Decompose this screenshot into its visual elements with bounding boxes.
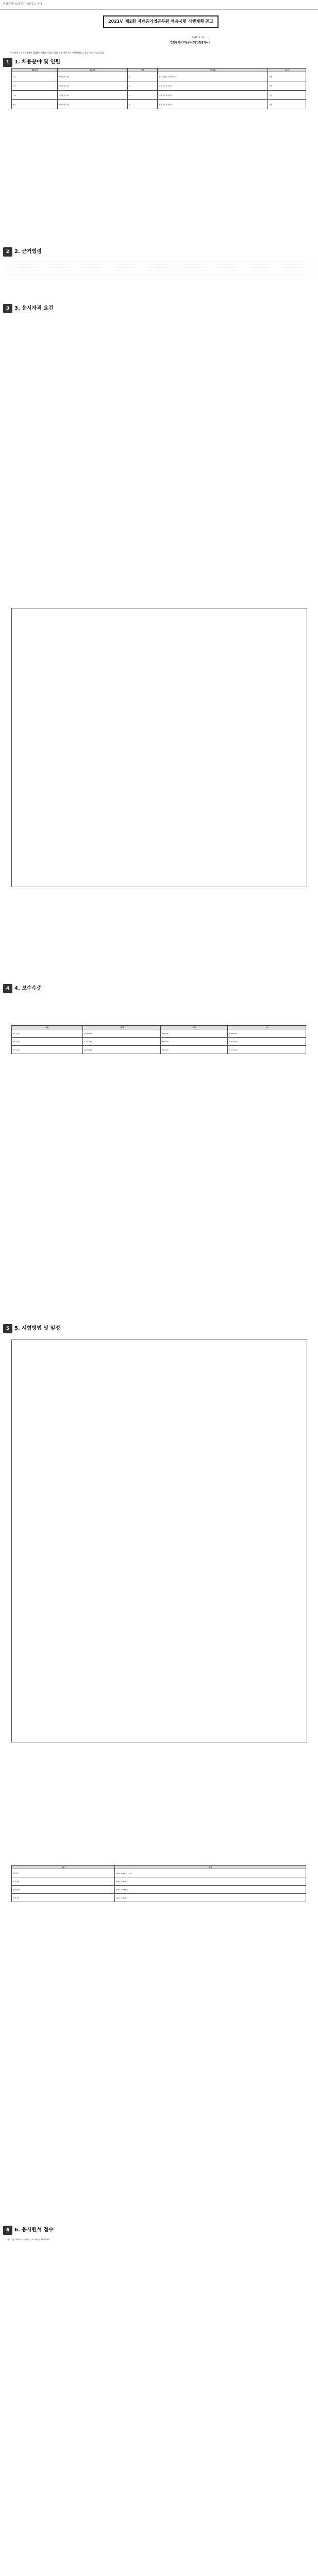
schedule-table [11,1865,306,1902]
table-row [12,1869,306,1877]
section-label: 3. 응시자격 요건 [14,306,54,312]
table-row [12,1886,306,1894]
table-row [12,1894,306,1902]
table-header-row [12,1866,306,1869]
section-2-title [3,247,42,257]
section-number: 5 [3,1324,12,1333]
table-cell: 인천 [268,72,306,81]
exam-method-frame [11,1340,307,1742]
top-text: 인천광역시교통공사 채용공고 안내 [3,3,42,6]
table-cell: 토목 시설물 유지관리 업무 [158,72,268,81]
section-label: 2. 근거법령 [14,249,42,255]
apply-period: 접수기간: 2021. 4. 26.(월) ~ 4. 30.(금) 18:00까지 [7,2239,50,2241]
table-cell: 2,157,000 [228,1038,306,1046]
table-cell: 합격자발표 [12,1886,115,1894]
qualification-table-frame [11,608,307,887]
table-row [12,1029,306,1038]
table-cell: 면접시험 [12,1894,115,1902]
table-cell: 기계 [12,91,58,100]
table-cell: 지방공업직 9급 [58,81,128,91]
table-header-row [12,1026,306,1029]
top-bar [0,0,318,10]
law-block [7,259,311,295]
table-cell: 지방공업직 9급 [58,72,128,81]
announce-org: 인천광역시교통공사장(인천광역시) [170,41,210,44]
section-number: 6 [3,2226,12,2235]
table-row [12,91,306,100]
table-cell: 2,088,000 [228,1029,306,1038]
announce-date: 2021. 4. 13. [192,36,205,39]
recruit-table [11,68,306,109]
table-cell: 2021. 6. 5.(토) [115,1877,306,1886]
table-cell: 통신 설비 유지관리 [158,100,268,109]
table-cell: 필기시험 [12,1877,115,1886]
table-cell: 2021. 4. 26. ~ 4. 30. [115,1869,306,1877]
table-header-cell: 기본급 [82,1026,161,1029]
table-row [12,81,306,91]
table-cell: 2021. 6. 18.(금) [115,1886,306,1894]
table-cell: 인천 [268,100,306,109]
table-header-cell: 구분 [12,1026,83,1029]
table-cell: 전기 설비 유지관리 [158,81,268,91]
table-cell: 전기 [12,81,58,91]
table-cell: 지방공업직 9급 [58,100,128,109]
section-number: 2 [3,247,12,257]
table-cell: 통신 [12,100,58,109]
table-cell: 1 [128,81,158,91]
table-row [12,1038,306,1046]
table-cell: 420,000 [161,1029,228,1038]
table-cell: 지방공업직 9급 [58,91,128,100]
table-header-cell: 채용분야 [12,69,58,72]
table-cell: 인천 [268,81,306,91]
section-label: 4. 보수수준 [14,986,42,992]
table-cell: 토목 [12,72,58,81]
table-cell: 1 [128,100,158,109]
table-header-cell: 근무지 [268,69,306,72]
table-cell: 1,727,000 [82,1038,161,1046]
table-row [12,72,306,81]
table-row [12,1046,306,1054]
table-cell: 원서접수 [12,1869,115,1877]
section-number: 4 [3,984,12,993]
section-number: 3 [3,304,12,313]
table-cell: 기계 설비 유지관리 [158,91,268,100]
table-cell: 450,000 [161,1046,228,1054]
section-number: 1 [3,58,12,67]
page-title: 2021년 제2회 지방공기업공무원 채용시험 시행계획 공고 [103,15,219,28]
table-header-row [12,69,306,72]
table-cell: 2,343,000 [228,1046,306,1054]
table-header-cell: 수당 [161,1026,228,1029]
section-4-title [3,984,42,993]
table-header-cell: 구분 [12,1866,115,1869]
section-label: 5. 시험방법 및 일정 [14,1326,60,1332]
section-6-title [3,2226,54,2235]
section-5-title [3,1324,60,1333]
table-cell: 430,000 [161,1038,228,1046]
table-header-cell: 업무내용 [158,69,268,72]
table-row [12,100,306,109]
table-cell: 1 [128,91,158,100]
salary-table [11,1025,306,1054]
table-header-cell: 채용직급 [58,69,128,72]
table-cell: 7급 1호봉 [12,1046,83,1054]
table-row [12,1877,306,1886]
table-cell: 2021. 7. 3.(토) [115,1894,306,1902]
intro-text: 인천광역시교통공사에서 2021년 제2회 지방공기업공무원 채용시험 시행계획을 다음과 같이 공고합니다. [10,52,105,54]
table-header-cell: 계 [228,1026,306,1029]
section-label: 1. 채용분야 및 인원 [14,59,60,65]
table-cell: 1,893,000 [82,1046,161,1054]
table-cell: 1 [128,72,158,81]
table-cell: 인천 [268,91,306,100]
table-header-cell: 인원 [128,69,158,72]
qualification-block [7,315,311,604]
table-cell: 8급 1호봉 [12,1038,83,1046]
section-3-title [3,304,54,313]
table-cell: 9급 1호봉 [12,1029,83,1038]
table-cell: 1,668,000 [82,1029,161,1038]
section-1-title [3,58,60,67]
table-header-cell: 일정 [115,1866,306,1869]
section-label: 6. 응시원서 접수 [14,2227,54,2233]
